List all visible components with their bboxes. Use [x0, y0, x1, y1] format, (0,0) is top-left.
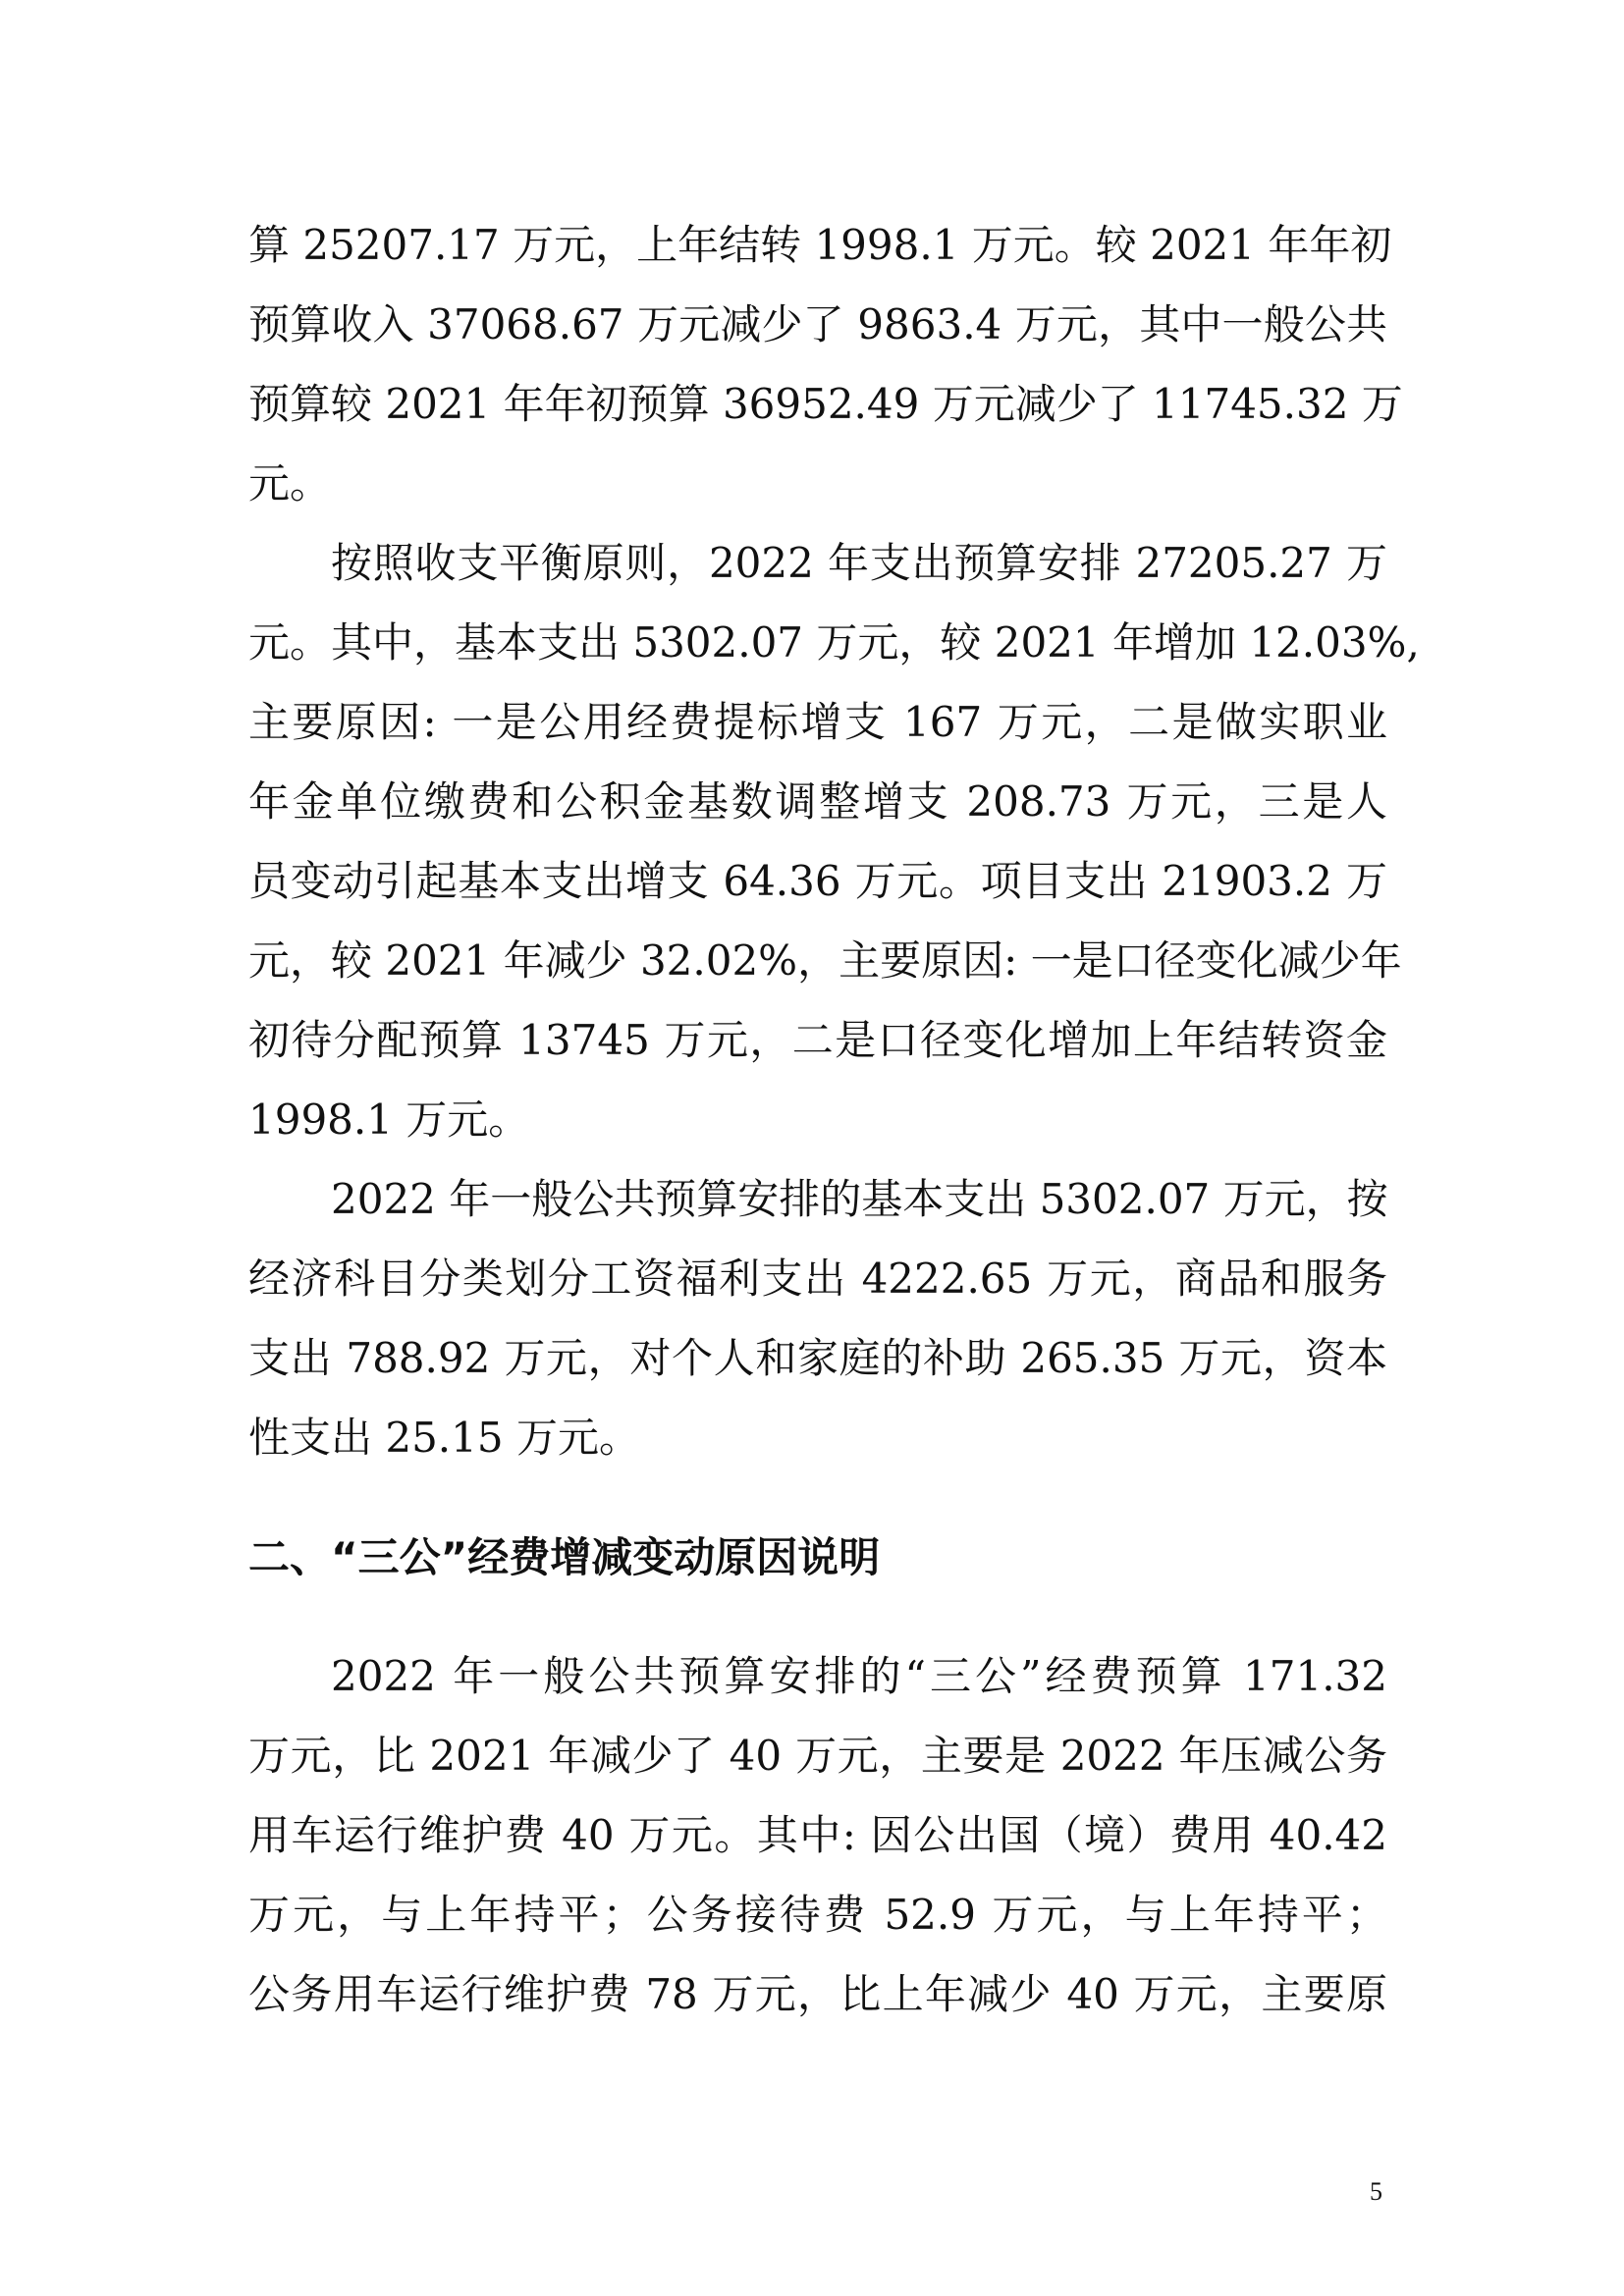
paragraph-line: 2022 年一般公共预算安排的“三公”经费预算 171.32: [331, 1652, 1387, 1700]
paragraph-line: 主要原因: 一是公用经费提标增支 167 万元，二是做实职业: [248, 698, 1387, 746]
paragraph-line: 初待分配预算 13745 万元，二是口径变化增加上年结转资金: [248, 1016, 1387, 1064]
paragraph-line: 按照收支平衡原则，2022 年支出预算安排 27205.27 万: [331, 539, 1387, 587]
paragraph-line: 年金单位缴费和公积金基数调整增支 208.73 万元，三是人: [248, 777, 1387, 826]
paragraph-line: 元，较 2021 年减少 32.02%，主要原因: 一是口径变化减少年: [248, 936, 1402, 985]
paragraph-line: 经济科目分类划分工资福利支出 4222.65 万元，商品和服务: [248, 1255, 1387, 1303]
paragraph-line: 1998.1 万元。: [248, 1095, 530, 1144]
paragraph-line: 万元，与上年持平；公务接待费 52.9 万元，与上年持平；: [248, 1891, 1387, 1939]
page-number: 5: [1370, 2177, 1382, 2206]
paragraph-line: 预算收入 37068.67 万元减少了 9863.4 万元，其中一般公共: [248, 300, 1387, 348]
paragraph-line: 公务用车运行维护费 78 万元，比上年减少 40 万元，主要原: [248, 1970, 1387, 2018]
paragraph-line: 元。其中，基本支出 5302.07 万元，较 2021 年增加 12.03%,: [248, 618, 1420, 667]
paragraph-line: 算 25207.17 万元，上年结转 1998.1 万元。较 2021 年年初: [248, 221, 1392, 269]
paragraph-line: 万元，比 2021 年减少了 40 万元，主要是 2022 年压减公务: [248, 1732, 1387, 1780]
paragraph-line: 2022 年一般公共预算安排的基本支出 5302.07 万元，按: [331, 1175, 1388, 1223]
paragraph-line: 员变动引起基本支出增支 64.36 万元。项目支出 21903.2 万: [248, 857, 1387, 905]
paragraph-line: 支出 788.92 万元，对个人和家庭的补助 265.35 万元，资本: [248, 1334, 1387, 1382]
paragraph-line: 用车运行维护费 40 万元。其中: 因公出国（境）费用 40.42: [248, 1811, 1387, 1859]
paragraph-line: 性支出 25.15 万元。: [248, 1414, 640, 1462]
paragraph-line: 预算较 2021 年年初预算 36952.49 万元减少了 11745.32 万: [248, 380, 1403, 428]
paragraph-line: 元。: [248, 459, 332, 507]
section-heading: 二、“三公”经费增减变动原因说明: [248, 1533, 881, 1581]
